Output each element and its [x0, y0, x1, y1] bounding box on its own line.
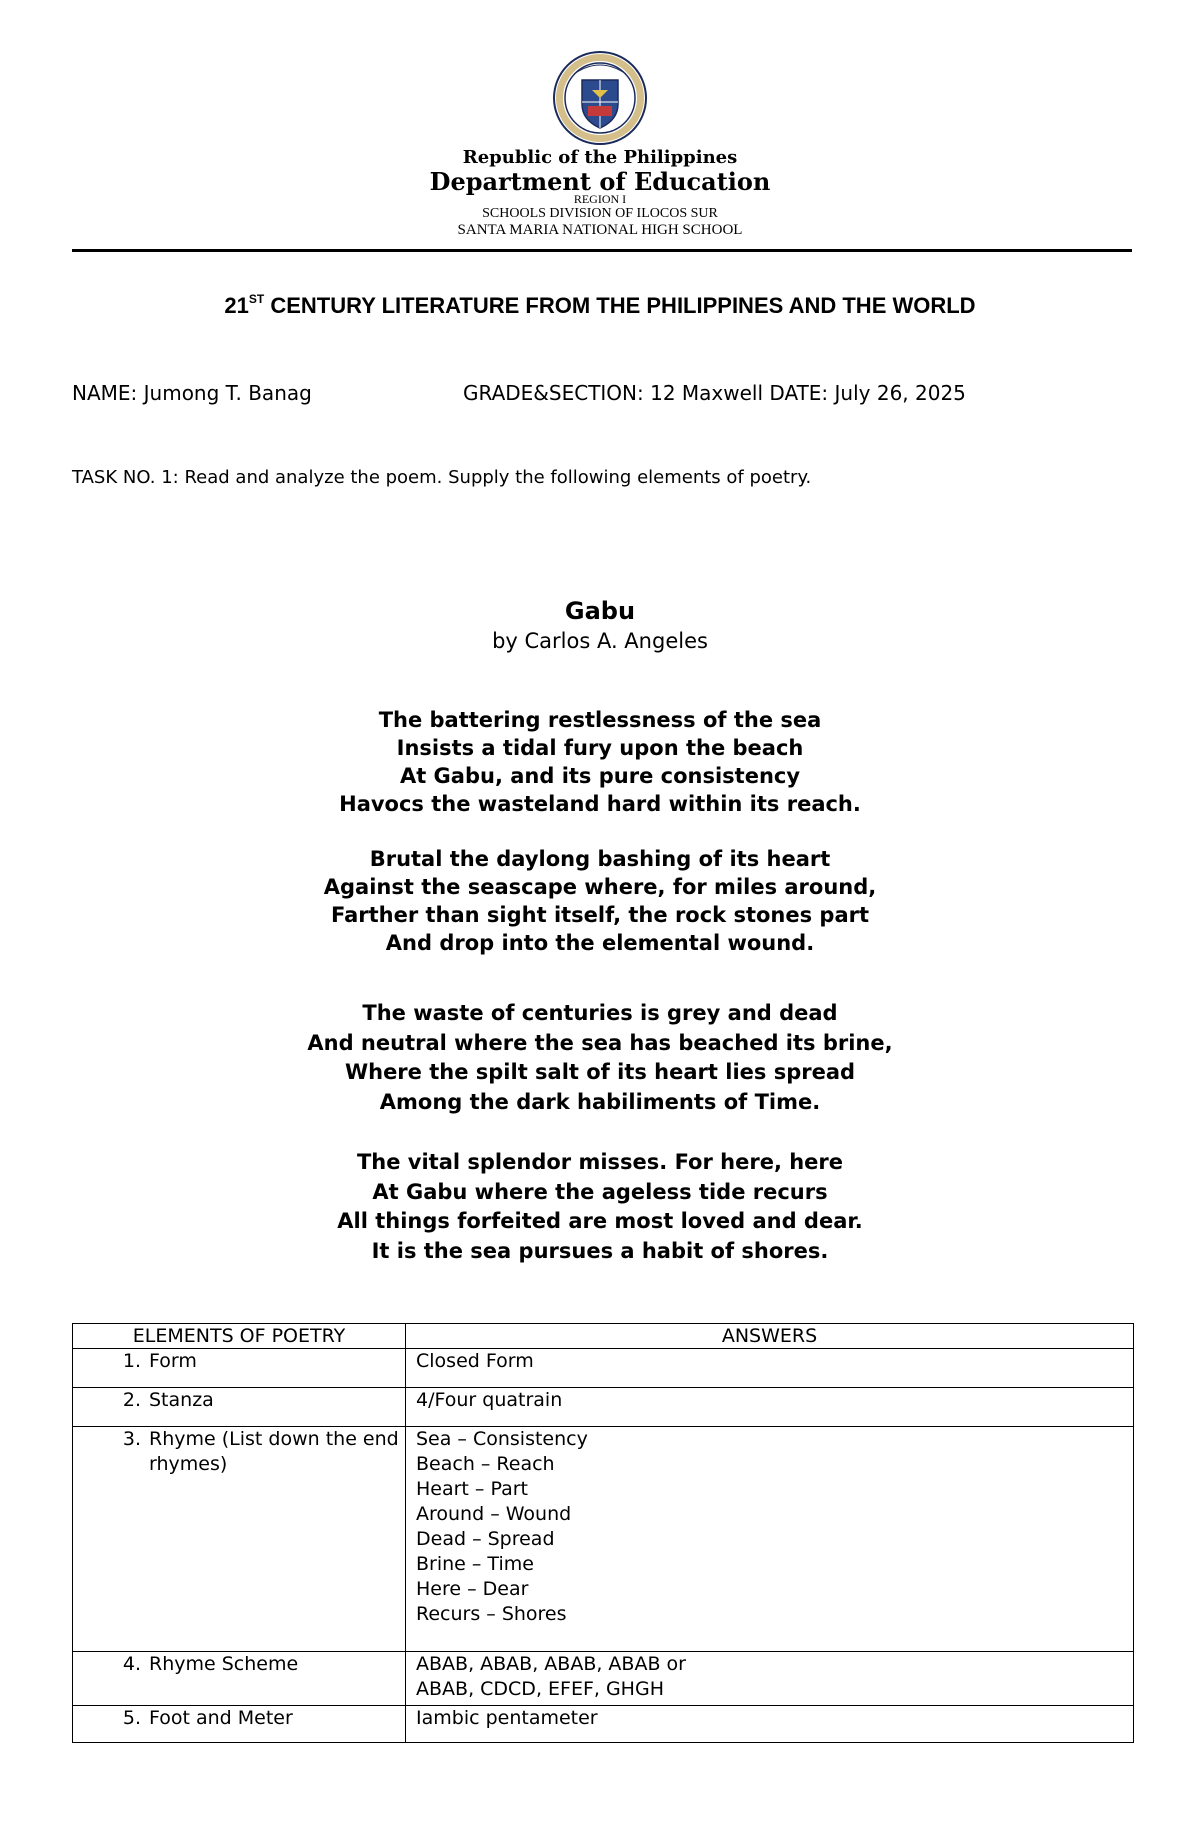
answer-cell: ABAB, ABAB, ABAB, ABAB or ABAB, CDCD, EFEF, GHGH: [406, 1652, 1134, 1706]
poem-line: All things forfeited are most loved and dear.: [337, 1209, 863, 1233]
poem-line: At Gabu, and its pure consistency: [399, 764, 801, 788]
column-header-elements: ELEMENTS OF POETRY: [73, 1324, 406, 1349]
column-header-answers: ANSWERS: [406, 1324, 1134, 1349]
deped-seal-logo: [552, 50, 648, 146]
table-header-row: [73, 1324, 1134, 1349]
poem-line: Farther than sight itself, the rock stones part: [330, 903, 870, 927]
table-row: [73, 1652, 1134, 1706]
poem-line: Havocs the wasteland hard within its reach.: [339, 792, 861, 816]
poem-line: Among the dark habiliments of Time.: [379, 1089, 821, 1114]
student-name: NAME: Jumong T. Banag: [72, 381, 312, 405]
table-row: [73, 1388, 1134, 1427]
department-line: Department of Education: [429, 167, 771, 196]
school-line: SANTA MARIA NATIONAL HIGH SCHOOL: [457, 222, 743, 238]
element-cell: 2. Stanza: [73, 1388, 406, 1427]
element-cell: 3. Rhyme (List down the end rhymes): [73, 1427, 406, 1652]
division-line: SCHOOLS DIVISION OF ILOCOS SUR: [482, 206, 718, 221]
poem-line: Brutal the daylong bashing of its heart: [369, 847, 831, 871]
poem-line: Where the spilt salt of its heart lies spread: [344, 1060, 856, 1084]
poem-line: The waste of centuries is grey and dead: [362, 1001, 838, 1025]
poem-line: And neutral where the sea has beached its brine,: [307, 1030, 893, 1055]
poem-stanza: [0, 1148, 1200, 1266]
answer-cell: Iambic pentameter: [406, 1706, 1134, 1743]
answer-cell: 4/Four quatrain: [406, 1388, 1134, 1427]
poem-title: Gabu: [564, 597, 636, 625]
poem-line: Against the seascape where, for miles around,: [323, 875, 877, 899]
course-title: 21ST CENTURY LITERATURE FROM THE PHILIPPINES AND THE WORLD: [224, 292, 976, 318]
grade-section-date: GRADE&SECTION: 12 Maxwell DATE: July 26, 2025: [463, 381, 966, 405]
answer-cell: Closed Form: [406, 1349, 1134, 1388]
poem-author: by Carlos A. Angeles: [492, 629, 708, 653]
poem-line: At Gabu where the ageless tide recurs: [372, 1179, 828, 1204]
poem-line: The vital splendor misses. For here, here: [356, 1150, 844, 1174]
table-row: [73, 1427, 1134, 1652]
element-cell: 1. Form: [73, 1349, 406, 1388]
poem-line: And drop into the elemental wound.: [385, 931, 815, 955]
element-cell: 5. Foot and Meter: [73, 1706, 406, 1743]
republic-line: Republic of the Philippines: [462, 147, 738, 168]
answer-cell: Sea – Consistency Beach – Reach Heart – Part Around – Wound Dead – Spread Brine – Time Here – Dear Recurs – Shores: [406, 1427, 1134, 1652]
poem-stanza: [0, 845, 1200, 957]
poem-line: The battering restlessness of the sea: [378, 708, 822, 732]
table-row: [73, 1349, 1134, 1388]
poem-stanza: [0, 999, 1200, 1117]
task-instruction: TASK NO. 1: Read and analyze the poem. Supply the following elements of poetry.: [72, 467, 812, 488]
element-cell: 4. Rhyme Scheme: [73, 1652, 406, 1706]
elements-table: [72, 1323, 1134, 1743]
region-line: REGION I: [573, 192, 627, 206]
poem-line: It is the sea pursues a habit of shores.: [371, 1238, 829, 1263]
header-divider: [72, 249, 1132, 252]
table-row: [73, 1706, 1134, 1743]
poem-line: Insists a tidal fury upon the beach: [396, 736, 804, 760]
poem-stanza: [0, 706, 1200, 818]
